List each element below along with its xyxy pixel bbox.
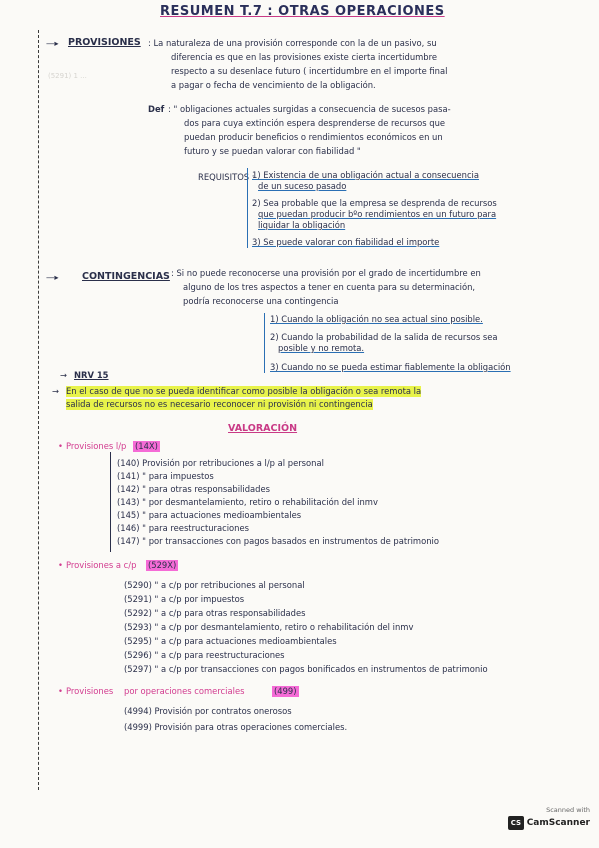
com-item: (4999) Provisión para otras operaciones comerciales. [124, 722, 348, 732]
cp-code: (529X) [148, 560, 177, 570]
requisito-3: 3) Se puede valorar con fiabilidad el importe [252, 237, 440, 247]
requisito-2: 2) Sea probable que la empresa se desprenda de recursos [252, 198, 497, 208]
def-line: dos para cuya extinción espera desprenderse de recursos que [184, 118, 446, 128]
lp-item: (145) " para actuaciones medioambientales [117, 510, 302, 520]
scanned-with-text: Scanned with [546, 806, 590, 814]
lp-code: (14X) [135, 441, 158, 451]
arrow-icon: —▸ [46, 38, 59, 48]
margin-line [38, 30, 40, 790]
contingencias-line: : Si no puede reconocerse una provisión por el grado de incertidumbre en [171, 268, 481, 278]
requisito-1: de un suceso pasado [258, 181, 347, 191]
def-line: : " obligaciones actuales surgidas a consecuencia de sucesos pasa- [168, 104, 451, 114]
lp-item: (140) Provisión por retribuciones a l/p al personal [117, 458, 324, 468]
valoracion-heading: VALORACIÓN [228, 423, 298, 434]
provisiones-line: : La naturaleza de una provisión corresponde con la de un pasivo, su [148, 38, 437, 48]
cp-item: (5293) " a c/p por desmantelamiento, retiro o rehabilitación del inmv [124, 622, 414, 632]
requisitos-label: REQUISITOS : [198, 172, 255, 182]
contingencias-line: podría reconocerse una contingencia [183, 296, 339, 306]
contingencia-2: posible y no remota. [278, 343, 365, 353]
requisito-2: que puedan producir bºo rendimientos en un futuro para [258, 209, 497, 219]
lp-item: (142) " para otras responsabilidades [117, 484, 270, 494]
cp-item: (5292) " a c/p para otras responsabilidades [124, 608, 306, 618]
contingencia-1: 1) Cuando la obligación no sea actual sino posible. [270, 314, 483, 324]
cp-item: (5295) " a c/p para actuaciones medioambientales [124, 636, 337, 646]
camscanner-watermark [508, 806, 590, 838]
lp-item: (147) " por transacciones con pagos basados en instrumentos de patrimonio [117, 536, 439, 546]
cp-item: (5296) " a c/p para reestructuraciones [124, 650, 285, 660]
lp-label: Provisiones l/p [66, 441, 127, 451]
arrow-icon: → [52, 386, 60, 396]
provisiones-line: a pagar o fecha de vencimiento de la obligación. [171, 80, 376, 90]
com-label: Provisiones [66, 686, 114, 696]
contingencias-bracket [264, 313, 265, 373]
requisitos-bracket [247, 168, 248, 248]
page-title: RESUMEN T.7 : OTRAS OPERACIONES [160, 4, 445, 19]
nrv-note: salida de recursos no es necesario reconocer ni provisión ni contingencia [66, 399, 373, 409]
bullet-icon: • [58, 560, 63, 570]
lp-bracket [110, 452, 111, 552]
arrow-icon: → [60, 370, 68, 380]
lp-item: (146) " para reestructuraciones [117, 523, 249, 533]
com-item: (4994) Provisión por contratos onerosos [124, 706, 292, 716]
cp-item: (5291) " a c/p por impuestos [124, 594, 245, 604]
requisito-2: liquidar la obligación [258, 220, 346, 230]
lp-item: (143) " por desmantelamiento, retiro o rehabilitación del inmv [117, 497, 378, 507]
bleed-through-text: (5291) 1 ... [48, 72, 87, 80]
provisiones-line: diferencia es que en las provisiones existe cierta incertidumbre [171, 52, 438, 62]
def-line: puedan producir beneficios o rendimientos económicos en un [184, 132, 443, 142]
camscanner-name: CamScanner [526, 818, 590, 828]
bullet-icon: • [58, 441, 63, 451]
provisiones-line: respecto a su desenlace futuro ( incertidumbre en el importe final [171, 66, 448, 76]
com-code: (499) [274, 686, 297, 696]
cp-item: (5290) " a c/p por retribuciones al personal [124, 580, 305, 590]
arrow-icon: —▸ [46, 272, 59, 282]
lp-item: (141) " para impuestos [117, 471, 214, 481]
com-label: por operaciones comerciales [124, 686, 245, 696]
contingencias-heading: CONTINGENCIAS [82, 271, 170, 282]
cp-item: (5297) " a c/p por transacciones con pagos bonificados en instrumentos de patrimonio [124, 664, 488, 674]
contingencia-3: 3) Cuando no se pueda estimar fiablemente la obligación [270, 362, 511, 372]
contingencias-line: alguno de los tres aspectos a tener en cuenta para su determinación, [183, 282, 476, 292]
requisito-1: 1) Existencia de una obligación actual a consecuencia [252, 170, 480, 180]
def-label: Def [148, 104, 165, 114]
nrv-label: NRV 15 [74, 370, 109, 380]
camscanner-icon: CS [508, 816, 524, 830]
def-line: futuro y se puedan valorar con fiabilidad " [184, 146, 361, 156]
bullet-icon: • [58, 686, 63, 696]
contingencia-2: 2) Cuando la probabilidad de la salida de recursos sea [270, 332, 498, 342]
provisiones-heading: PROVISIONES [68, 37, 141, 48]
cp-label: Provisiones a c/p [66, 560, 137, 570]
nrv-note: En el caso de que no se pueda identificar como posible la obligación o sea remota la [66, 386, 422, 396]
